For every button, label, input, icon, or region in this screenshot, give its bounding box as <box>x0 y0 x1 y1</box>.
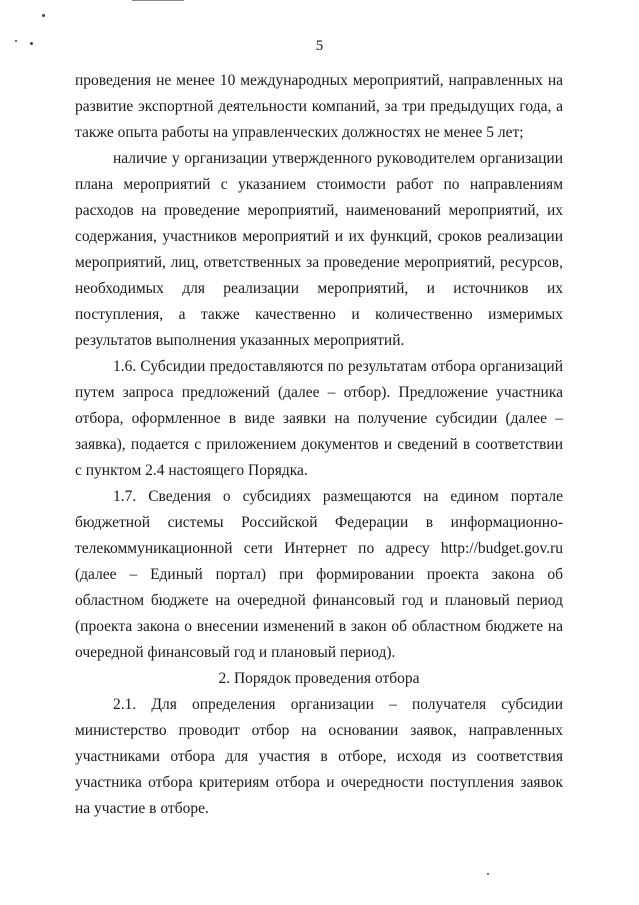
section-heading: 2. Порядок проведения отбора <box>218 670 420 687</box>
scan-edge-mark <box>132 0 184 1</box>
paragraph-plan-requirement: наличие у организации утвержденного руководителем организации плана мероприятий с указанием стоимости работ по направлениям расходов на проведение мероприятий, наименований мероприятий, их содержания, участников мероприятий и их функций, сроков реализации мероприятий, лиц, ответственных за проведение мероприятий, ресурсов, необходимых для реализации мероприятий, и источников их поступления, а также качественно и количественно измеримых результатов выполнения указанных мероприятий. <box>75 150 563 349</box>
paragraph-item-1-6: 1.6. Субсидии предоставляются по результатам отбора организаций путем запроса предложений (далее – отбор). Предложение участника отбора, оформленное в виде заявки на получение субсидии (далее – заявка), подается с приложением документов и сведений в соответствии с пунктом 2.4 настоящего Порядка. <box>75 358 563 479</box>
paragraph-item-1-7: 1.7. Сведения о субсидиях размещаются на едином портале бюджетной системы Российской Федерации в информационно-телекоммуникационной сети Интернет по адресу http://budget.gov.ru (далее – Единый портал) при формировании проекта закона об областном бюджете на очередной финансовый год и плановый период (проекта закона о внесении изменений в закон об областном бюджете на очередной финансовый год и плановый период). <box>75 488 563 661</box>
paragraph-continuation: проведения не менее 10 международных мероприятий, направленных на развитие экспортной деятельности компаний, за три предыдущих года, а также опыта работы на управленческих должностях не менее 5 лет; <box>75 72 563 141</box>
document-body <box>75 68 563 822</box>
scan-speck <box>42 14 45 17</box>
scan-speck <box>487 873 489 875</box>
page-number: 5 <box>315 38 324 54</box>
paragraph-item-2-1: 2.1. Для определения организации – получателя субсидии министерство проводит отбор на основании заявок, направленных участниками отбора для участия в отборе, исходя из соответствия участника отбора критериям отбора и очередности поступления заявок на участие в отборе. <box>75 696 563 817</box>
